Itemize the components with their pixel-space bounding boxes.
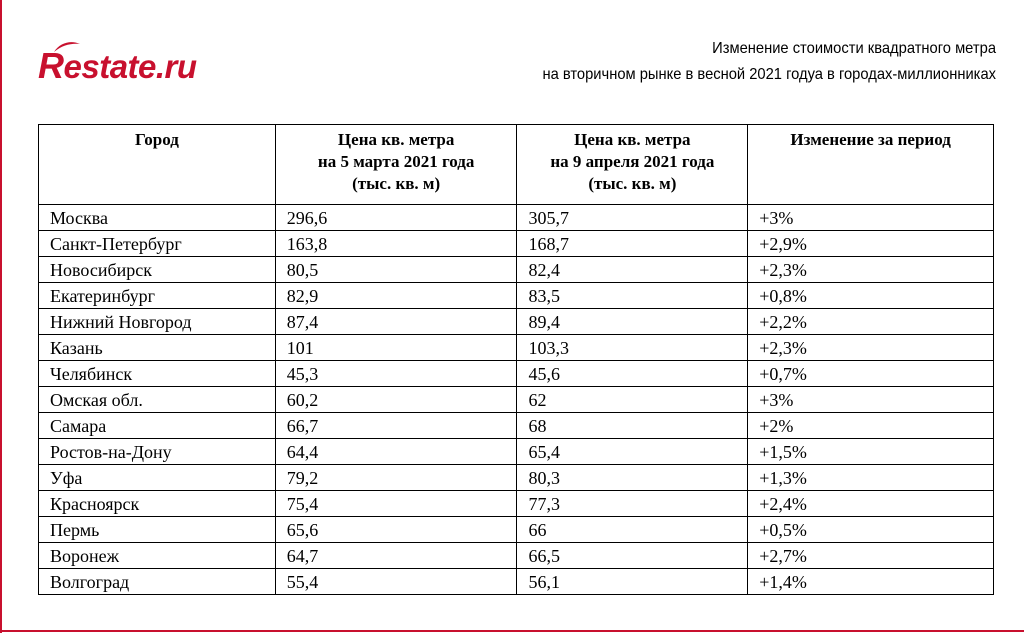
heading-line-2: на вторичном рынке в весной 2021 годуа в городах-миллионниках xyxy=(542,66,996,83)
column-header-line: на 5 марта 2021 года xyxy=(317,152,475,171)
cell-city: Омская обл. xyxy=(39,387,276,413)
cell-price-april: 45,6 xyxy=(517,361,748,387)
logo-text-rest: estate.ru xyxy=(63,48,197,85)
cell-city: Ростов-на-Дону xyxy=(39,439,276,465)
cell-price-april: 77,3 xyxy=(517,491,748,517)
cell-city: Санкт-Петербург xyxy=(39,231,276,257)
cell-change: +2% xyxy=(748,413,994,439)
table-row xyxy=(39,361,994,387)
cell-city: Казань xyxy=(39,335,276,361)
cell-price-march: 163,8 xyxy=(275,231,517,257)
bottom-border-line xyxy=(0,630,1024,632)
column-header-change xyxy=(748,125,994,205)
heading-line-1: Изменение стоимости квадратного метра xyxy=(712,40,996,57)
table-row xyxy=(39,491,994,517)
cell-price-march: 45,3 xyxy=(275,361,517,387)
cell-price-april: 66,5 xyxy=(517,543,748,569)
cell-city: Красноярск xyxy=(39,491,276,517)
table-row xyxy=(39,387,994,413)
cell-price-april: 89,4 xyxy=(517,309,748,335)
cell-city: Москва xyxy=(39,205,276,231)
cell-price-march: 66,7 xyxy=(275,413,517,439)
restate-logo xyxy=(38,40,228,90)
table-row xyxy=(39,309,994,335)
cell-price-march: 80,5 xyxy=(275,257,517,283)
cell-change: +2,3% xyxy=(748,335,994,361)
column-header-line: (тыс. кв. м) xyxy=(588,174,677,193)
cell-change: +1,4% xyxy=(748,569,994,595)
cell-change: +1,3% xyxy=(748,465,994,491)
table-row xyxy=(39,283,994,309)
column-header-line: Цена кв. метра xyxy=(337,130,455,149)
cell-price-march: 65,6 xyxy=(275,517,517,543)
cell-change: +1,5% xyxy=(748,439,994,465)
table-row xyxy=(39,257,994,283)
column-header-city xyxy=(39,125,276,205)
table-row xyxy=(39,439,994,465)
cell-price-march: 75,4 xyxy=(275,491,517,517)
cell-city: Челябинск xyxy=(39,361,276,387)
cell-price-april: 103,3 xyxy=(517,335,748,361)
table-body xyxy=(39,205,994,595)
cell-price-march: 82,9 xyxy=(275,283,517,309)
cell-change: +2,2% xyxy=(748,309,994,335)
table-row xyxy=(39,205,994,231)
logo-letter-r: R xyxy=(38,45,64,86)
cell-price-april: 66 xyxy=(517,517,748,543)
cell-price-march: 79,2 xyxy=(275,465,517,491)
cell-city: Екатеринбург xyxy=(39,283,276,309)
table-header-row xyxy=(39,125,994,205)
price-table xyxy=(38,124,994,595)
table-row xyxy=(39,569,994,595)
cell-price-march: 55,4 xyxy=(275,569,517,595)
cell-city: Волгоград xyxy=(39,569,276,595)
cell-change: +0,5% xyxy=(748,517,994,543)
column-header-line: (тыс. кв. м) xyxy=(352,174,441,193)
cell-price-march: 64,7 xyxy=(275,543,517,569)
cell-change: +2,4% xyxy=(748,491,994,517)
cell-price-march: 296,6 xyxy=(275,205,517,231)
cell-change: +2,7% xyxy=(748,543,994,569)
table-row xyxy=(39,413,994,439)
cell-city: Уфа xyxy=(39,465,276,491)
cell-change: +2,9% xyxy=(748,231,994,257)
cell-city: Воронеж xyxy=(39,543,276,569)
cell-price-march: 101 xyxy=(275,335,517,361)
cell-change: +0,8% xyxy=(748,283,994,309)
logo-wordmark xyxy=(38,46,197,87)
column-header-price-march xyxy=(275,125,517,205)
cell-price-april: 68 xyxy=(517,413,748,439)
table-row xyxy=(39,335,994,361)
table-row xyxy=(39,231,994,257)
table-row xyxy=(39,543,994,569)
cell-city: Нижний Новгород xyxy=(39,309,276,335)
column-header-price-april xyxy=(517,125,748,205)
cell-price-april: 82,4 xyxy=(517,257,748,283)
cell-price-march: 87,4 xyxy=(275,309,517,335)
column-header-line: Цена кв. метра xyxy=(574,130,691,149)
cell-change: +3% xyxy=(748,205,994,231)
cell-change: +3% xyxy=(748,387,994,413)
column-header-line: на 9 апреля 2021 года xyxy=(550,152,715,171)
cell-city: Самара xyxy=(39,413,276,439)
cell-price-april: 62 xyxy=(517,387,748,413)
table-row xyxy=(39,465,994,491)
cell-price-april: 80,3 xyxy=(517,465,748,491)
column-header-line: Изменение за период xyxy=(790,130,951,149)
page-heading xyxy=(444,36,996,88)
cell-price-april: 65,4 xyxy=(517,439,748,465)
column-header-line: Город xyxy=(134,130,179,149)
table-row xyxy=(39,517,994,543)
cell-price-april: 168,7 xyxy=(517,231,748,257)
cell-price-april: 305,7 xyxy=(517,205,748,231)
cell-price-march: 64,4 xyxy=(275,439,517,465)
left-border-line xyxy=(0,0,2,633)
cell-price-march: 60,2 xyxy=(275,387,517,413)
cell-price-april: 83,5 xyxy=(517,283,748,309)
cell-city: Новосибирск xyxy=(39,257,276,283)
cell-change: +2,3% xyxy=(748,257,994,283)
cell-change: +0,7% xyxy=(748,361,994,387)
cell-price-april: 56,1 xyxy=(517,569,748,595)
cell-city: Пермь xyxy=(39,517,276,543)
